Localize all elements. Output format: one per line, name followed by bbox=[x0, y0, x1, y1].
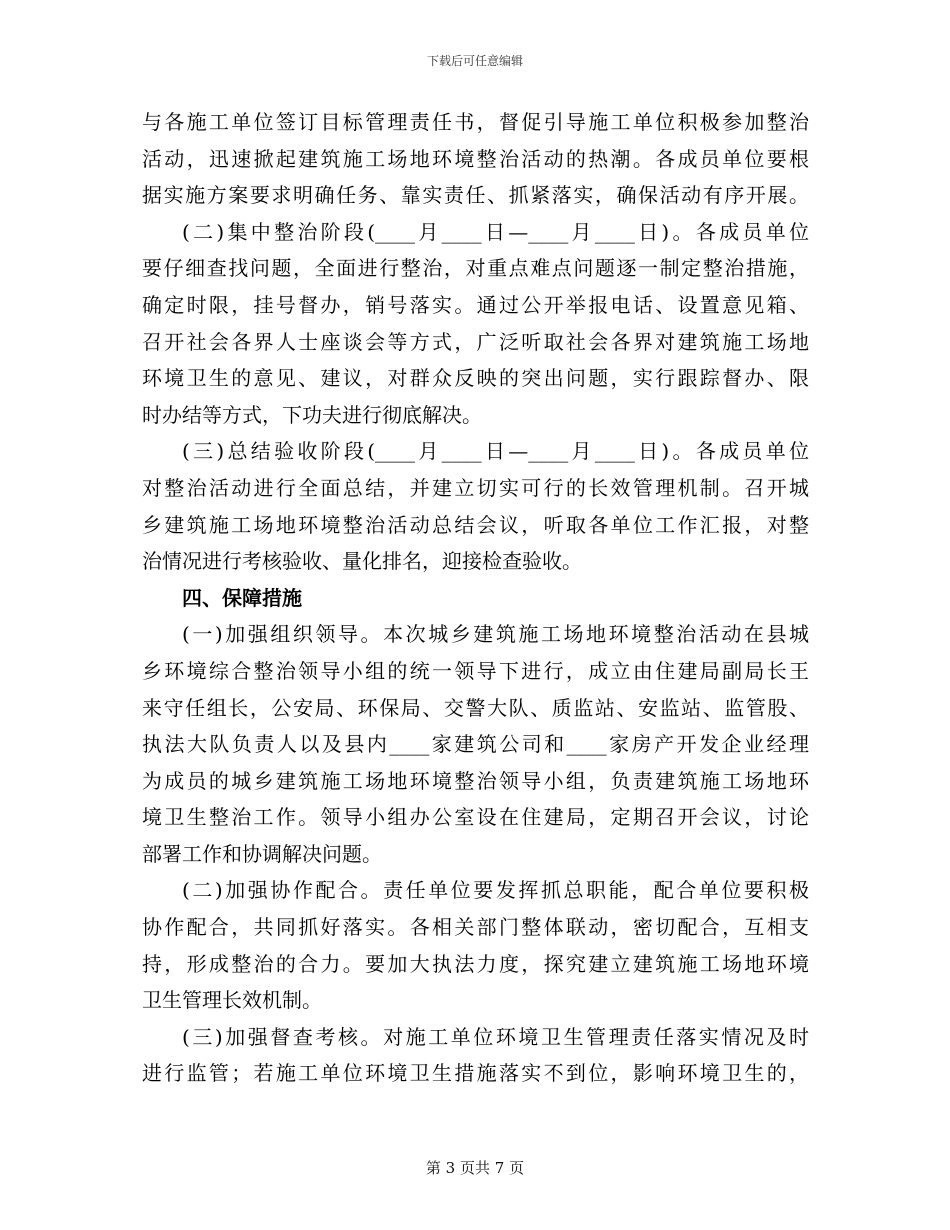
section-heading: 四、保障措施 bbox=[182, 585, 302, 610]
text-line: (三)加强督查考核。对施工单位环境卫生管理责任落实情况及时 bbox=[182, 1024, 809, 1049]
text-line: 部署工作和协调解决问题。 bbox=[142, 841, 382, 866]
text-line: 确定时限，挂号督办，销号落实。通过公开举报电话、设置意见箱、 bbox=[142, 292, 809, 317]
text-line: 进行监管；若施工单位环境卫生措施落实不到位，影响环境卫生的， bbox=[142, 1061, 809, 1086]
text-line: 来守任组长，公安局、环保局、交警大队、质监站、安监站、监管股、 bbox=[142, 695, 809, 720]
text-line: 乡建筑施工场地环境整治活动总结会议，听取各单位工作汇报，对整 bbox=[142, 512, 809, 537]
text-line: 治情况进行考核验收、量化排名，迎接检查验收。 bbox=[142, 549, 582, 574]
text-line: (一)加强组织领导。本次城乡建筑施工场地环境整治活动在县城 bbox=[182, 622, 809, 647]
text-line: 卫生管理长效机制。 bbox=[142, 988, 322, 1013]
text-line: 为成员的城乡建筑施工场地环境整治领导小组，负责建筑施工场地环 bbox=[142, 768, 809, 793]
text-line: 对整治活动进行全面总结，并建立切实可行的长效管理机制。召开城 bbox=[142, 475, 809, 500]
document-body bbox=[142, 104, 809, 1092]
text-line: (三)总结验收阶段(____月____日—____月____日)。各成员单位 bbox=[182, 439, 809, 464]
page-header-note: 下载后可任意编辑 bbox=[426, 54, 523, 68]
text-line: (二)加强协作配合。责任单位要发挥抓总职能，配合单位要积极 bbox=[182, 878, 809, 903]
text-line: 乡环境综合整治领导小组的统一领导下进行，成立由住建局副局长王 bbox=[142, 658, 809, 683]
text-line: (二)集中整治阶段(____月____日—____月____日)。各成员单位 bbox=[182, 219, 809, 244]
text-line: 据实施方案要求明确任务、靠实责任、抓紧落实，确保活动有序开展。 bbox=[142, 183, 809, 208]
page-number: 第 3 页共 7 页 bbox=[425, 1159, 525, 1177]
text-line: 时办结等方式，下功夫进行彻底解决。 bbox=[142, 402, 482, 427]
text-line: 与各施工单位签订目标管理责任书，督促引导施工单位积极参加整治 bbox=[142, 110, 809, 134]
text-line: 活动，迅速掀起建筑施工场地环境整治活动的热潮。各成员单位要根 bbox=[142, 146, 809, 171]
text-line: 要仔细查找问题，全面进行整治，对重点难点问题逐一制定整治措施， bbox=[142, 256, 809, 281]
text-line: 环境卫生的意见、建议，对群众反映的突出问题，实行跟踪督办、限 bbox=[142, 366, 809, 391]
text-line: 执法大队负责人以及县内____家建筑公司和____家房产开发企业经理 bbox=[142, 732, 809, 757]
text-line: 协作配合，共同抓好落实。各相关部门整体联动，密切配合，互相支 bbox=[142, 915, 809, 940]
text-line: 境卫生整治工作。领导小组办公室设在住建局，定期召开会议，讨论 bbox=[142, 805, 809, 830]
text-line: 持，形成整治的合力。要加大执法力度，探究建立建筑施工场地环境 bbox=[142, 951, 809, 976]
text-line: 召开社会各界人士座谈会等方式，广泛听取社会各界对建筑施工场地 bbox=[142, 329, 809, 354]
